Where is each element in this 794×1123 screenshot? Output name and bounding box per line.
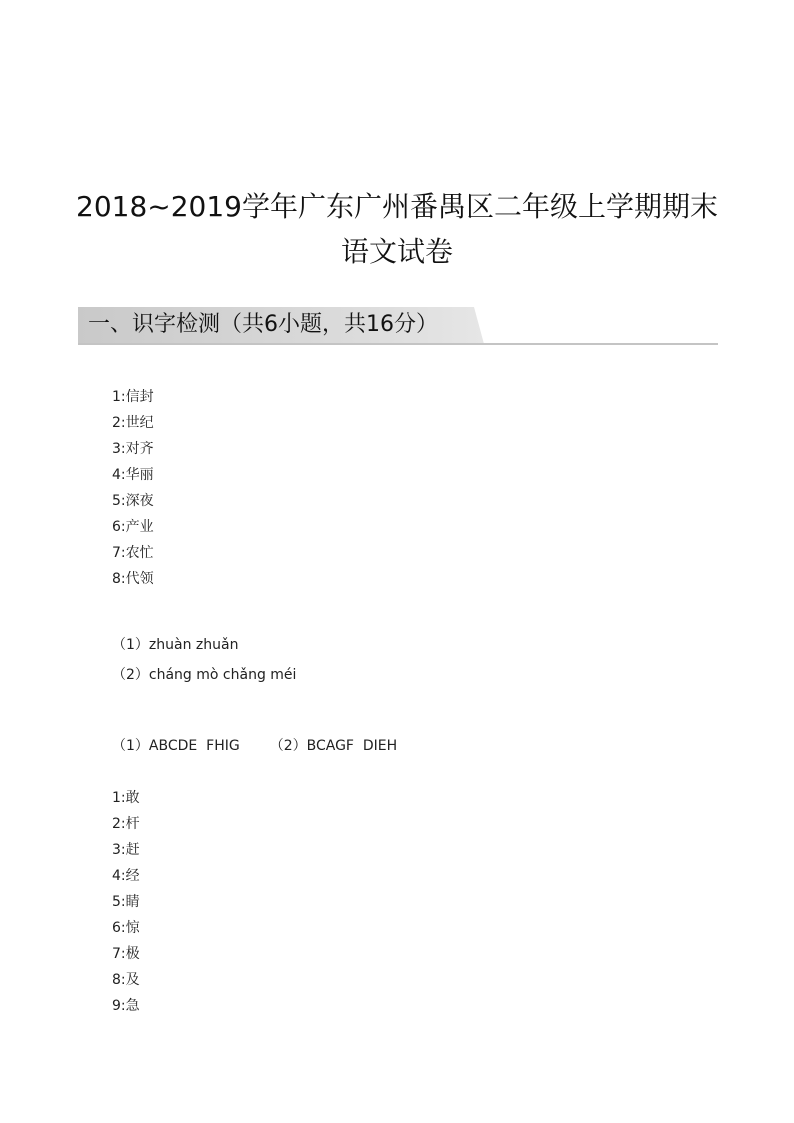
q2-pinyin-answers	[112, 632, 296, 692]
list-item: 7:农忙	[112, 545, 154, 561]
section-header-rule	[78, 343, 718, 345]
section-title: 一、识字检测（共6小题，共16分）	[88, 312, 438, 337]
list-item: 7:极	[112, 946, 140, 962]
q4-answer-list	[112, 785, 140, 1019]
q1-answer-list	[112, 384, 154, 592]
list-item: 9:急	[112, 998, 140, 1014]
list-item: 6:惊	[112, 920, 140, 936]
list-item: 4:经	[112, 868, 140, 884]
section-header	[78, 307, 718, 345]
order-answer-1: （1）ABCDE FHIG	[112, 738, 240, 754]
list-item: 5:睛	[112, 894, 140, 910]
exam-title-line-1: 2018~2019学年广东广州番禺区二年级上学期期末	[76, 190, 718, 223]
order-answer-2: （2）BCAGF DIEH	[269, 738, 398, 754]
list-item: 4:华丽	[112, 467, 154, 483]
pinyin-answer: （1）zhuàn zhuǎn	[112, 637, 239, 653]
q3-order-answers	[112, 733, 397, 759]
list-item: 3:对齐	[112, 441, 154, 457]
exam-title	[60, 184, 734, 274]
list-item: 8:及	[112, 972, 140, 988]
list-item: 1:敢	[112, 790, 140, 806]
list-item: 2:杆	[112, 816, 140, 832]
list-item: 2:世纪	[112, 415, 154, 431]
list-item: 6:产业	[112, 519, 154, 535]
exam-title-line-2: 语文试卷	[340, 235, 453, 268]
pinyin-answer: （2）cháng mò chǎng méi	[112, 667, 297, 683]
list-item: 5:深夜	[112, 493, 154, 509]
list-item: 3:赶	[112, 842, 140, 858]
list-item: 1:信封	[112, 389, 154, 405]
list-item: 8:代领	[112, 571, 154, 587]
